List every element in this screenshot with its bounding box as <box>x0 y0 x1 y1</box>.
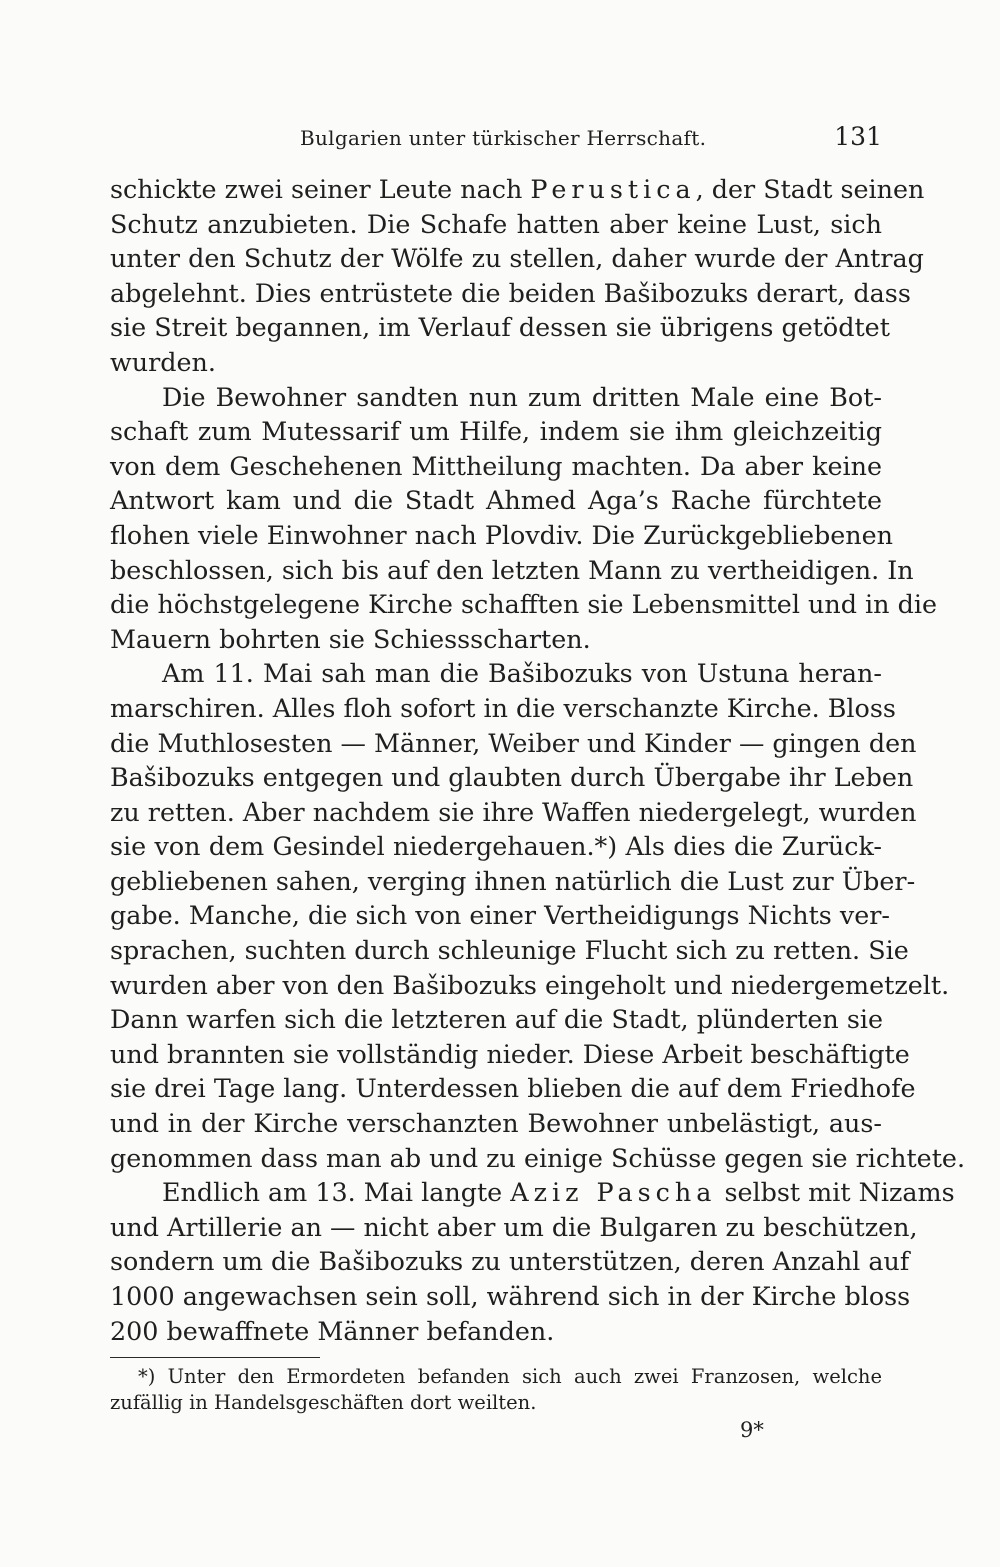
text-line: gebliebenen sahen, verging ihnen natürlich die Lust zur Über- <box>110 865 916 896</box>
text-line: unter den Schutz der Wölfe zu stellen, daher wurde der Antrag <box>110 243 924 274</box>
page-number: 131 <box>834 122 882 151</box>
spaced-person-name: Aziz Pascha <box>510 1177 717 1208</box>
text-line: Bašibozuks entgegen und glaubten durch Übergabe ihr Leben <box>110 762 914 793</box>
running-title: Bulgarien unter türkischer Herrschaft. <box>300 126 707 150</box>
text-line: die höchstgelegene Kirche schafften sie Lebensmittel und in die <box>110 589 937 620</box>
text-line: wurden aber von den Bašibozuks eingeholt und niedergemetzelt. <box>110 969 950 1000</box>
text-line: genommen dass man ab und zu einige Schüsse gegen sie richtete. <box>110 1142 966 1173</box>
text-line: sie Streit begannen, im Verlauf dessen sie übrigens getödtet <box>110 312 890 343</box>
text-line: wurden. <box>110 346 216 377</box>
text-line: sie von dem Gesindel niedergehauen.*) Als dies die Zurück- <box>110 831 882 862</box>
footnote <box>110 1364 882 1416</box>
text-line: Die Bewohner sandten nun zum dritten Male eine Bot- <box>162 381 882 412</box>
text-line: beschlossen, sich bis auf den letzten Mann zu vertheidigen. In <box>110 554 914 585</box>
text-line: Am 11. Mai sah man die Bašibozuks von Ustuna heran- <box>162 658 882 689</box>
text-line: Schutz anzubieten. Die Schafe hatten aber keine Lust, sich <box>110 208 882 239</box>
text-line: Dann warfen sich die letzteren auf die Stadt, plünderten sie <box>110 1004 884 1035</box>
signature-mark: 9* <box>740 1418 764 1442</box>
footnote-divider <box>110 1357 320 1358</box>
text-line: abgelehnt. Dies entrüstete die beiden Bašibozuks derart, dass <box>110 277 911 308</box>
text-line: und Artillerie an — nicht aber um die Bulgaren zu beschützen, <box>110 1211 918 1242</box>
text-line: und brannten sie vollständig nieder. Diese Arbeit beschäftigte <box>110 1038 910 1069</box>
text-line: sprachen, suchten durch schleunige Flucht sich zu retten. Sie <box>110 935 909 966</box>
body-text <box>110 172 966 1348</box>
text-line: Endlich am 13. Mai langte Aziz Pascha selbst mit Nizams <box>162 1177 955 1208</box>
text-line: von dem Geschehenen Mittheilung machten. Da aber keine <box>110 450 882 481</box>
text-line: sondern um die Bašibozuks zu unterstützen, deren Anzahl auf <box>110 1246 910 1277</box>
footnote-line: zufällig in Handelsgeschäften dort weilten. <box>110 1391 537 1414</box>
text-line: 1000 angewachsen sein soll, während sich in der Kirche bloss <box>110 1281 911 1311</box>
text-line: sie drei Tage lang. Unterdessen blieben die auf dem Friedhofe <box>110 1073 916 1104</box>
text-line: schaft zum Mutessarif um Hilfe, indem sie ihm gleichzeitig <box>110 416 882 447</box>
text-line: Antwort kam und die Stadt Ahmed Aga’s Rache fürchtete <box>110 485 882 516</box>
text-line: und in der Kirche verschanzten Bewohner unbelästigt, aus- <box>110 1108 882 1139</box>
text-line: 200 bewaffnete Männer befanden. <box>110 1315 555 1346</box>
footnote-line: *) Unter den Ermordeten befanden sich auch zwei Franzosen, welche <box>138 1365 882 1388</box>
text-line: schickte zwei seiner Leute nach Perustica, der Stadt seinen <box>110 174 925 204</box>
text-line: zu retten. Aber nachdem sie ihre Waffen niedergelegt, wurden <box>110 796 917 827</box>
spaced-place-name: Perustica <box>530 174 696 204</box>
text-line: die Muthlosesten — Männer, Weiber und Kinder — gingen den <box>110 727 917 758</box>
text-line: Mauern bohrten sie Schiessscharten. <box>110 623 591 654</box>
text-line: flohen viele Einwohner nach Plovdiv. Die Zurückgebliebenen <box>110 519 893 550</box>
text-line: gabe. Manche, die sich von einer Vertheidigungs Nichts ver- <box>110 900 890 931</box>
text-line: marschiren. Alles floh sofort in die verschanzte Kirche. Bloss <box>110 692 896 723</box>
page-header <box>110 124 882 154</box>
